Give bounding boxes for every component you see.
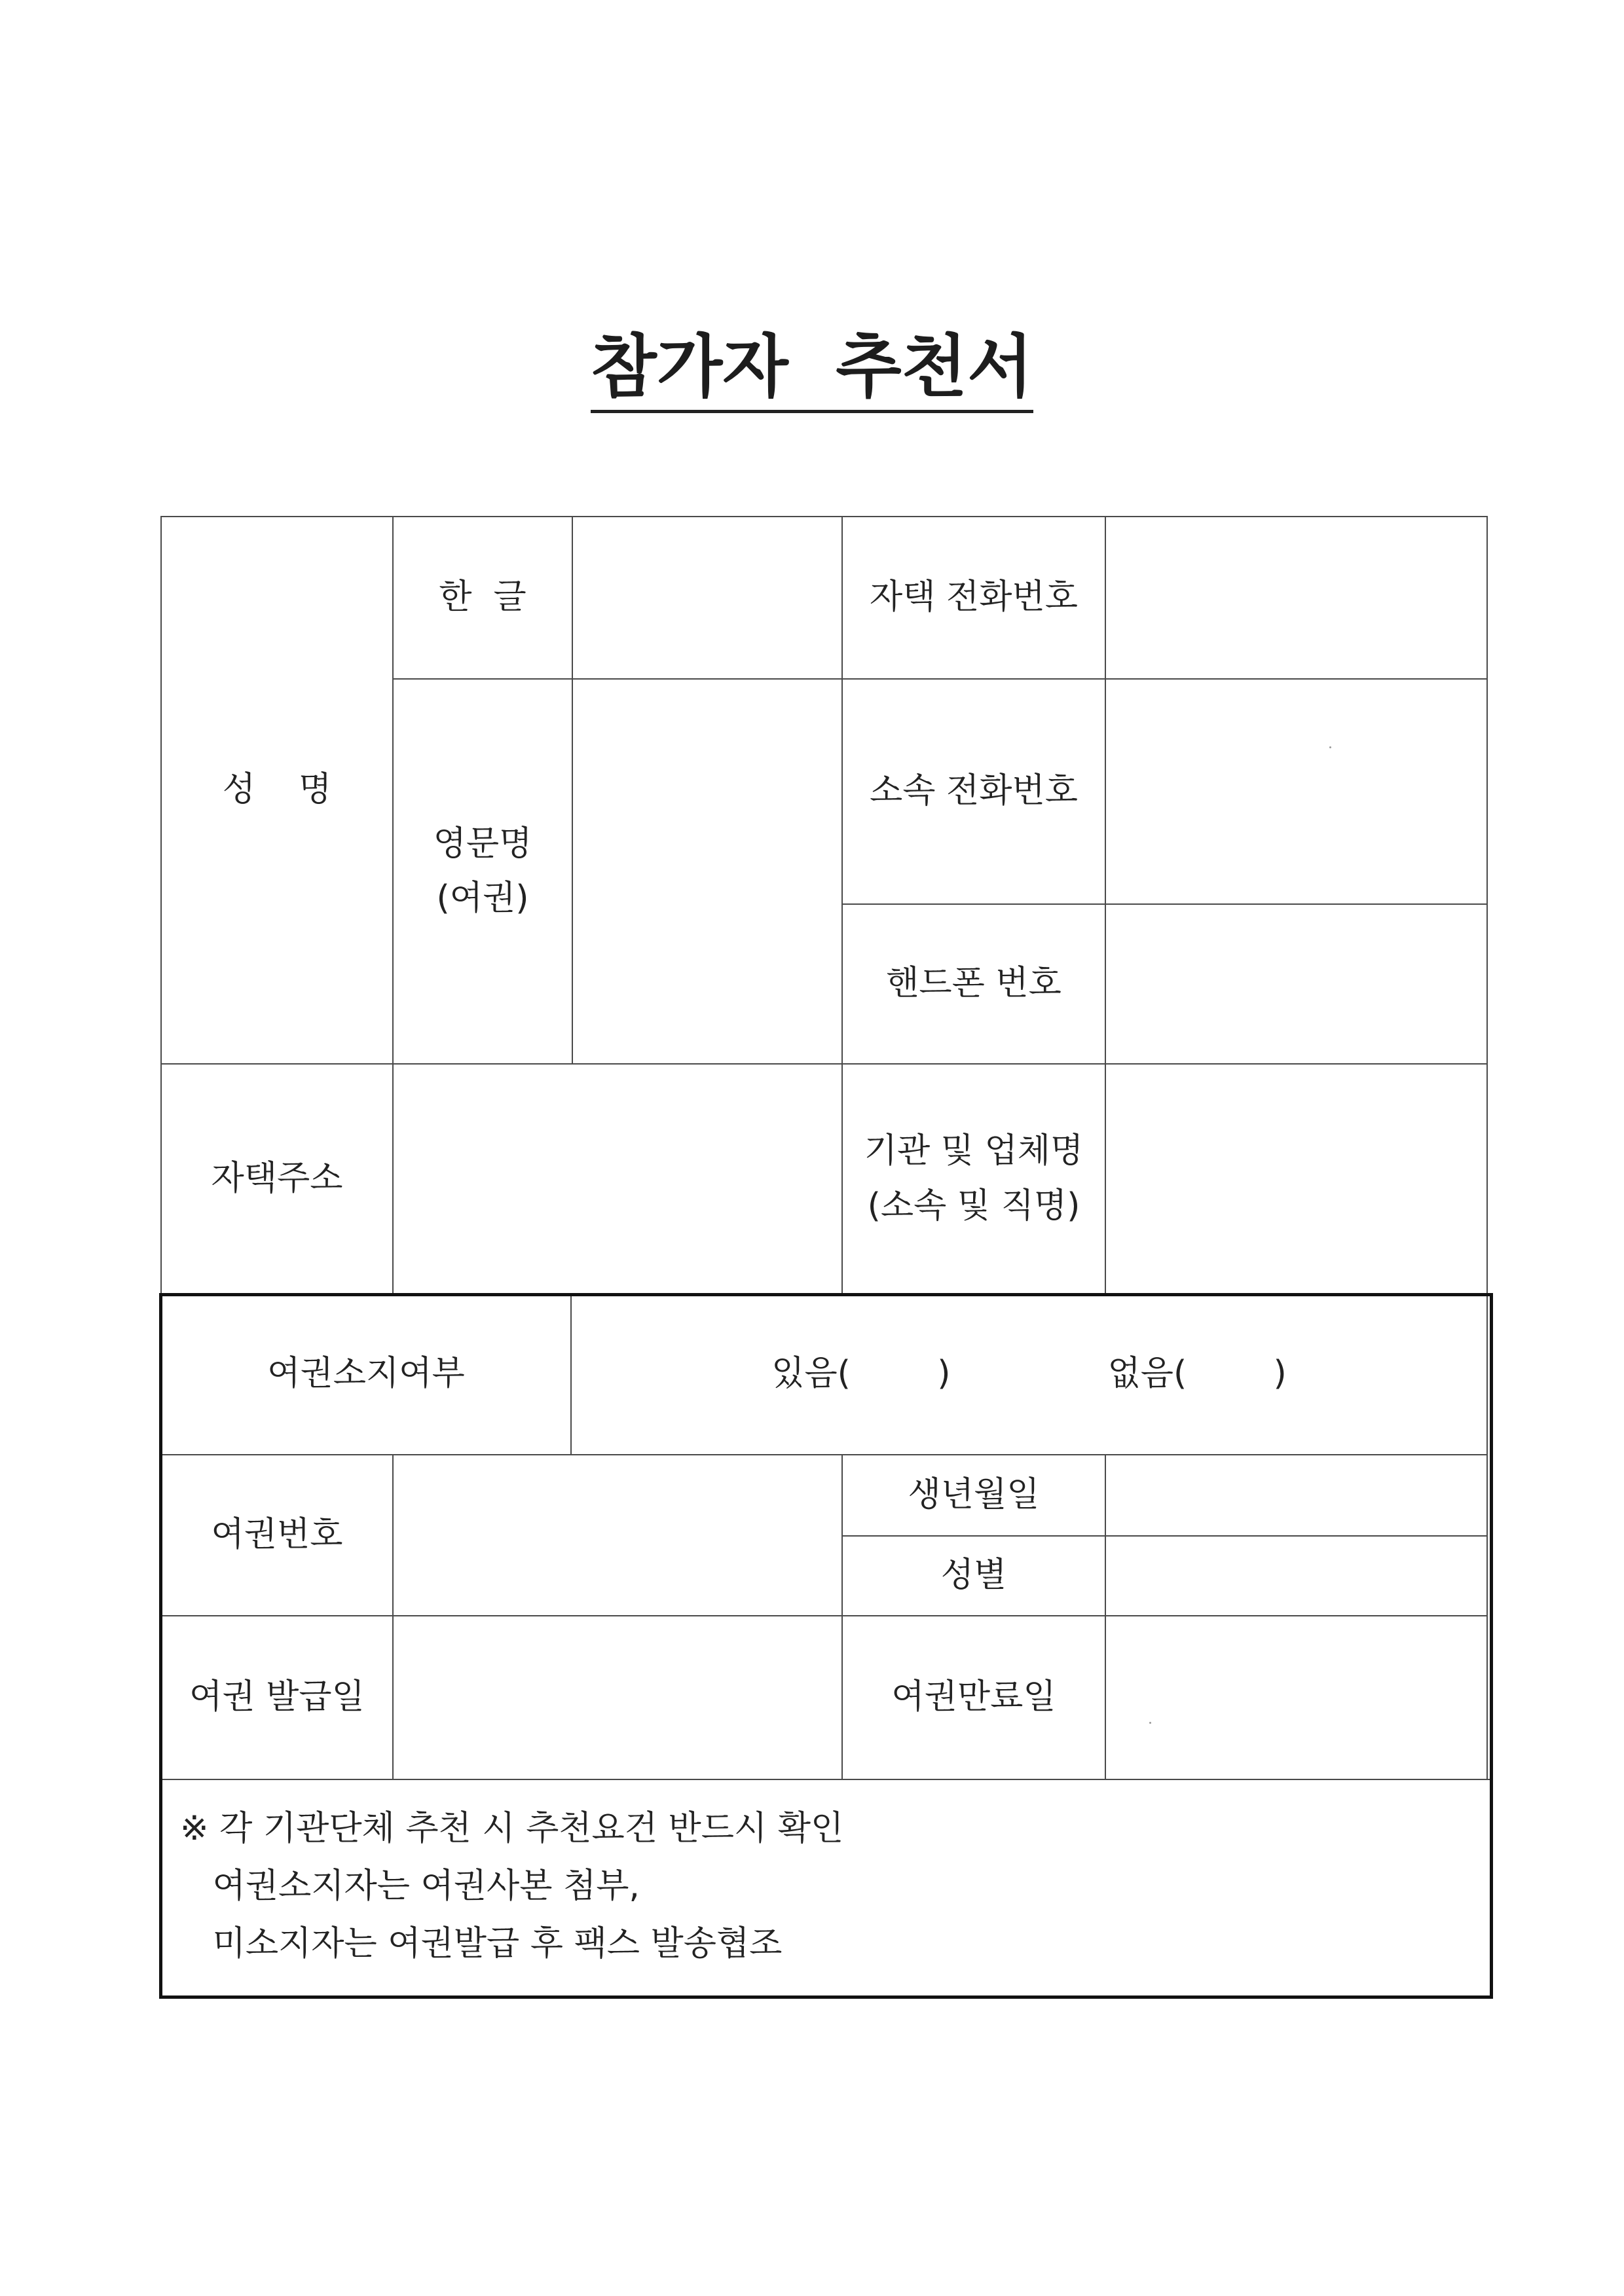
home-address-label-cell bbox=[160, 1063, 394, 1294]
passport-holding-label: 여권소지여부 bbox=[267, 1354, 465, 1394]
english-name-sublabel: (여권) bbox=[436, 879, 529, 918]
english-name-label: 영문명 bbox=[433, 824, 532, 864]
passport-holding-label-cell bbox=[160, 1293, 572, 1455]
korean-name-label: 한 글 bbox=[439, 577, 526, 617]
mobile-label-cell bbox=[841, 903, 1106, 1065]
passport-number-label: 여권번호 bbox=[211, 1515, 343, 1555]
mobile-label: 핸드폰 번호 bbox=[886, 964, 1061, 1004]
english-name-field[interactable] bbox=[572, 678, 843, 1065]
home-phone-label-cell bbox=[841, 516, 1106, 680]
passport-issue-label: 여권 발급일 bbox=[189, 1677, 365, 1717]
notes-box bbox=[159, 1779, 1493, 1999]
org-field[interactable] bbox=[1105, 1063, 1488, 1294]
birthdate-label-cell bbox=[841, 1454, 1106, 1537]
korean-name-label-cell bbox=[392, 516, 573, 680]
home-address-label: 자택주소 bbox=[211, 1158, 343, 1198]
passport-issue-field[interactable] bbox=[392, 1615, 843, 1780]
passport-number-label-cell bbox=[160, 1454, 394, 1616]
passport-yes-option[interactable]: 있음( ) bbox=[771, 1354, 951, 1394]
name-header-cell bbox=[160, 516, 394, 1065]
passport-holding-options bbox=[570, 1293, 1488, 1455]
passport-expiry-label: 여권만료일 bbox=[891, 1677, 1056, 1717]
org-label: 기관 및 업체명 bbox=[864, 1131, 1084, 1171]
passport-expiry-label-cell bbox=[841, 1615, 1106, 1780]
scan-speck bbox=[1149, 1722, 1151, 1724]
gender-field[interactable] bbox=[1105, 1535, 1488, 1616]
korean-name-field[interactable] bbox=[572, 516, 843, 680]
home-phone-label: 자택 전화번호 bbox=[870, 577, 1078, 617]
work-phone-label: 소속 전화번호 bbox=[870, 771, 1078, 811]
gender-label-cell bbox=[841, 1535, 1106, 1616]
note-line-3: 미소지자는 여권발급 후 팩스 발송협조 bbox=[180, 1924, 783, 1963]
passport-expiry-field[interactable] bbox=[1105, 1615, 1488, 1780]
work-phone-label-cell bbox=[841, 678, 1106, 905]
passport-number-field[interactable] bbox=[392, 1454, 843, 1616]
document-title-text: 참가자 추천서 bbox=[591, 327, 1033, 413]
org-label-cell bbox=[841, 1063, 1106, 1294]
note-line-2: 여권소지자는 여권사본 첨부, bbox=[180, 1867, 640, 1906]
org-sublabel: (소속 및 직명) bbox=[867, 1186, 1080, 1226]
birthdate-field[interactable] bbox=[1105, 1454, 1488, 1537]
scan-speck bbox=[1329, 746, 1331, 748]
birthdate-label: 생년월일 bbox=[908, 1475, 1040, 1515]
home-phone-field[interactable] bbox=[1105, 516, 1488, 680]
work-phone-field[interactable] bbox=[1105, 678, 1488, 905]
name-header-label: 성 명 bbox=[222, 770, 332, 810]
mobile-field[interactable] bbox=[1105, 903, 1488, 1065]
gender-label: 성별 bbox=[940, 1556, 1007, 1595]
english-name-label-cell bbox=[392, 678, 573, 1065]
home-address-field[interactable] bbox=[392, 1063, 843, 1294]
passport-issue-label-cell bbox=[160, 1615, 394, 1780]
passport-no-option[interactable]: 없음( ) bbox=[1107, 1354, 1287, 1394]
note-line-1: ※ 각 기관단체 추천 시 추천요건 반드시 확인 bbox=[180, 1809, 844, 1848]
